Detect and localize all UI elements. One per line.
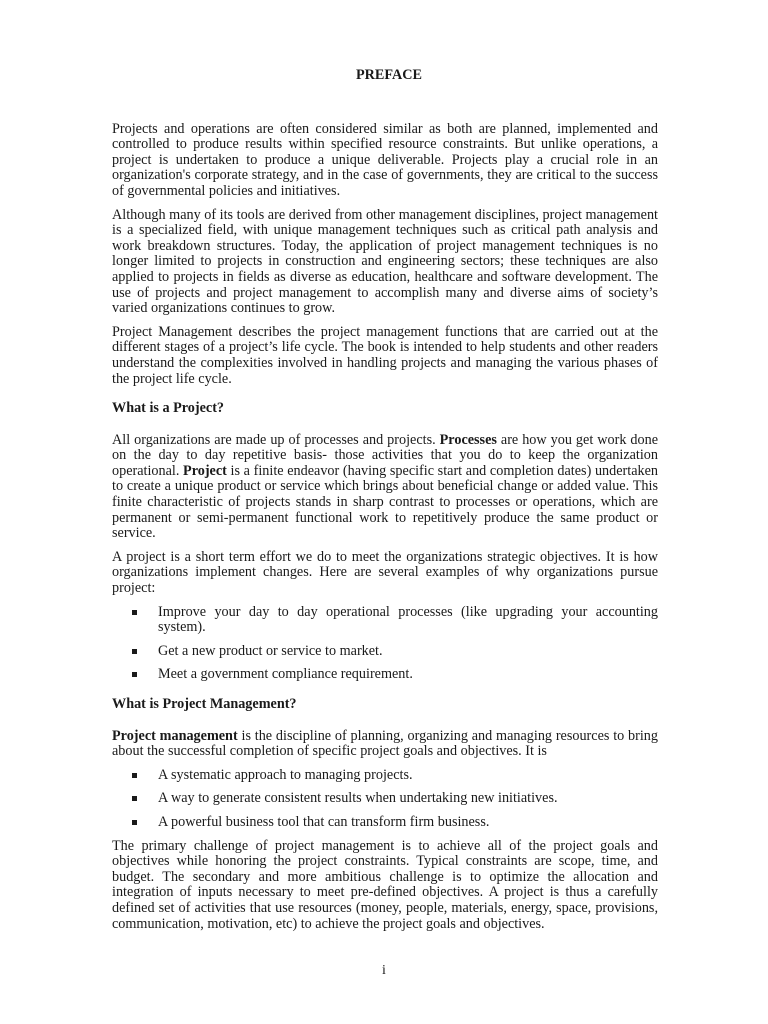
list-item <box>112 667 658 683</box>
project-purpose-paragraph: A project is a short term effort we do to meet the organizations strategic objectives. It is how organizations implement changes. Here are several examples of why organizations pursue project: <box>112 548 658 597</box>
list-item <box>112 768 658 784</box>
project-management-list <box>112 768 658 831</box>
bold-term-processes: Processes <box>439 431 497 448</box>
list-item-text: A systematic approach to managing projects. <box>158 766 413 783</box>
page-number: i <box>382 963 386 978</box>
square-bullet-icon <box>132 649 137 654</box>
list-item-text: Improve your day to day operational processes (like upgrading your accounting system). <box>158 603 658 636</box>
list-item-text: A way to generate consistent results when undertaking new initiatives. <box>158 790 558 807</box>
square-bullet-icon <box>132 773 137 778</box>
square-bullet-icon <box>132 610 137 615</box>
bold-term-project-management: Project management <box>112 727 238 744</box>
text-run: are how you get work done on the day to day repetitive basis- those activities that you do to keep the organization operational. <box>112 431 658 479</box>
project-management-definition-paragraph <box>112 729 658 760</box>
list-item-text: Meet a government compliance requirement. <box>158 666 413 683</box>
project-definition-paragraph <box>112 433 658 542</box>
text-run: is the discipline of planning, organizing and managing resources to bring about the successful completion of specific project goals and objectives. It is <box>112 727 658 760</box>
project-challenge-paragraph: The primary challenge of project management is to achieve all of the project goals and objectives while honoring the project constraints. Typical constraints are scope, time, and budget. The secondary and more ambitious challenge is to optimize the allocation and integration of inputs necessary to meet pre-defined objectives. A project is thus a carefully defined set of activities that use resources (money, people, materials, energy, space, provisions, communication, motivation, etc) to achieve the project goals and objectives. <box>112 837 658 932</box>
page-content <box>112 68 658 940</box>
list-item <box>112 815 658 831</box>
text-run: is a finite endeavor (having specific start and completion dates) undertaken to create a unique product or service which brings about beneficial change or added value. This finite characteristic of projects stands in sharp contrast to processes or operations, which are permanent or semi-permanent functional work to repetitively produce the same product or service. <box>112 462 658 542</box>
section-heading-what-is-project-management: What is Project Management? <box>112 696 297 712</box>
section-heading-what-is-project: What is a Project? <box>112 400 225 417</box>
list-item <box>112 605 658 636</box>
list-item <box>112 791 658 807</box>
page-title: PREFACE <box>356 67 422 83</box>
square-bullet-icon <box>132 672 137 677</box>
intro-paragraph-2: Although many of its tools are derived from other management disciplines, project management is a specialized field, with unique management techniques such as critical path analysis and work breakdown structures. Today, the application of project management techniques is no longer limited to projects in construction and engineering sectors; these techniques are also applied to projects in fields as diverse as education, healthcare and software development. The use of projects and project management to accomplish many and diverse aims of society’s varied organizations continues to grow. <box>112 206 658 317</box>
list-item-text: A powerful business tool that can transform firm business. <box>158 813 490 830</box>
list-item-text: Get a new product or service to market. <box>158 642 383 659</box>
square-bullet-icon <box>132 820 137 825</box>
list-item <box>112 644 658 660</box>
project-examples-list <box>112 605 658 683</box>
text-run: All organizations are made up of processes and projects. <box>112 431 440 448</box>
intro-paragraph-3: Project Management describes the project management functions that are carried out at the different stages of a project’s life cycle. The book is intended to help students and other readers understand the complexities involved in handling projects and managing the various phases of the project life cycle. <box>112 323 658 387</box>
intro-paragraph-1: Projects and operations are often considered similar as both are planned, implemented and controlled to produce results within specified resource constraints. But unlike operations, a project is undertaken to produce a unique deliverable. Projects play a crucial role in an organization's corporate strategy, and in the case of governments, they are critical to the success of governmental policies and initiatives. <box>112 120 658 199</box>
bold-term-project: Project <box>183 462 227 479</box>
square-bullet-icon <box>132 796 137 801</box>
